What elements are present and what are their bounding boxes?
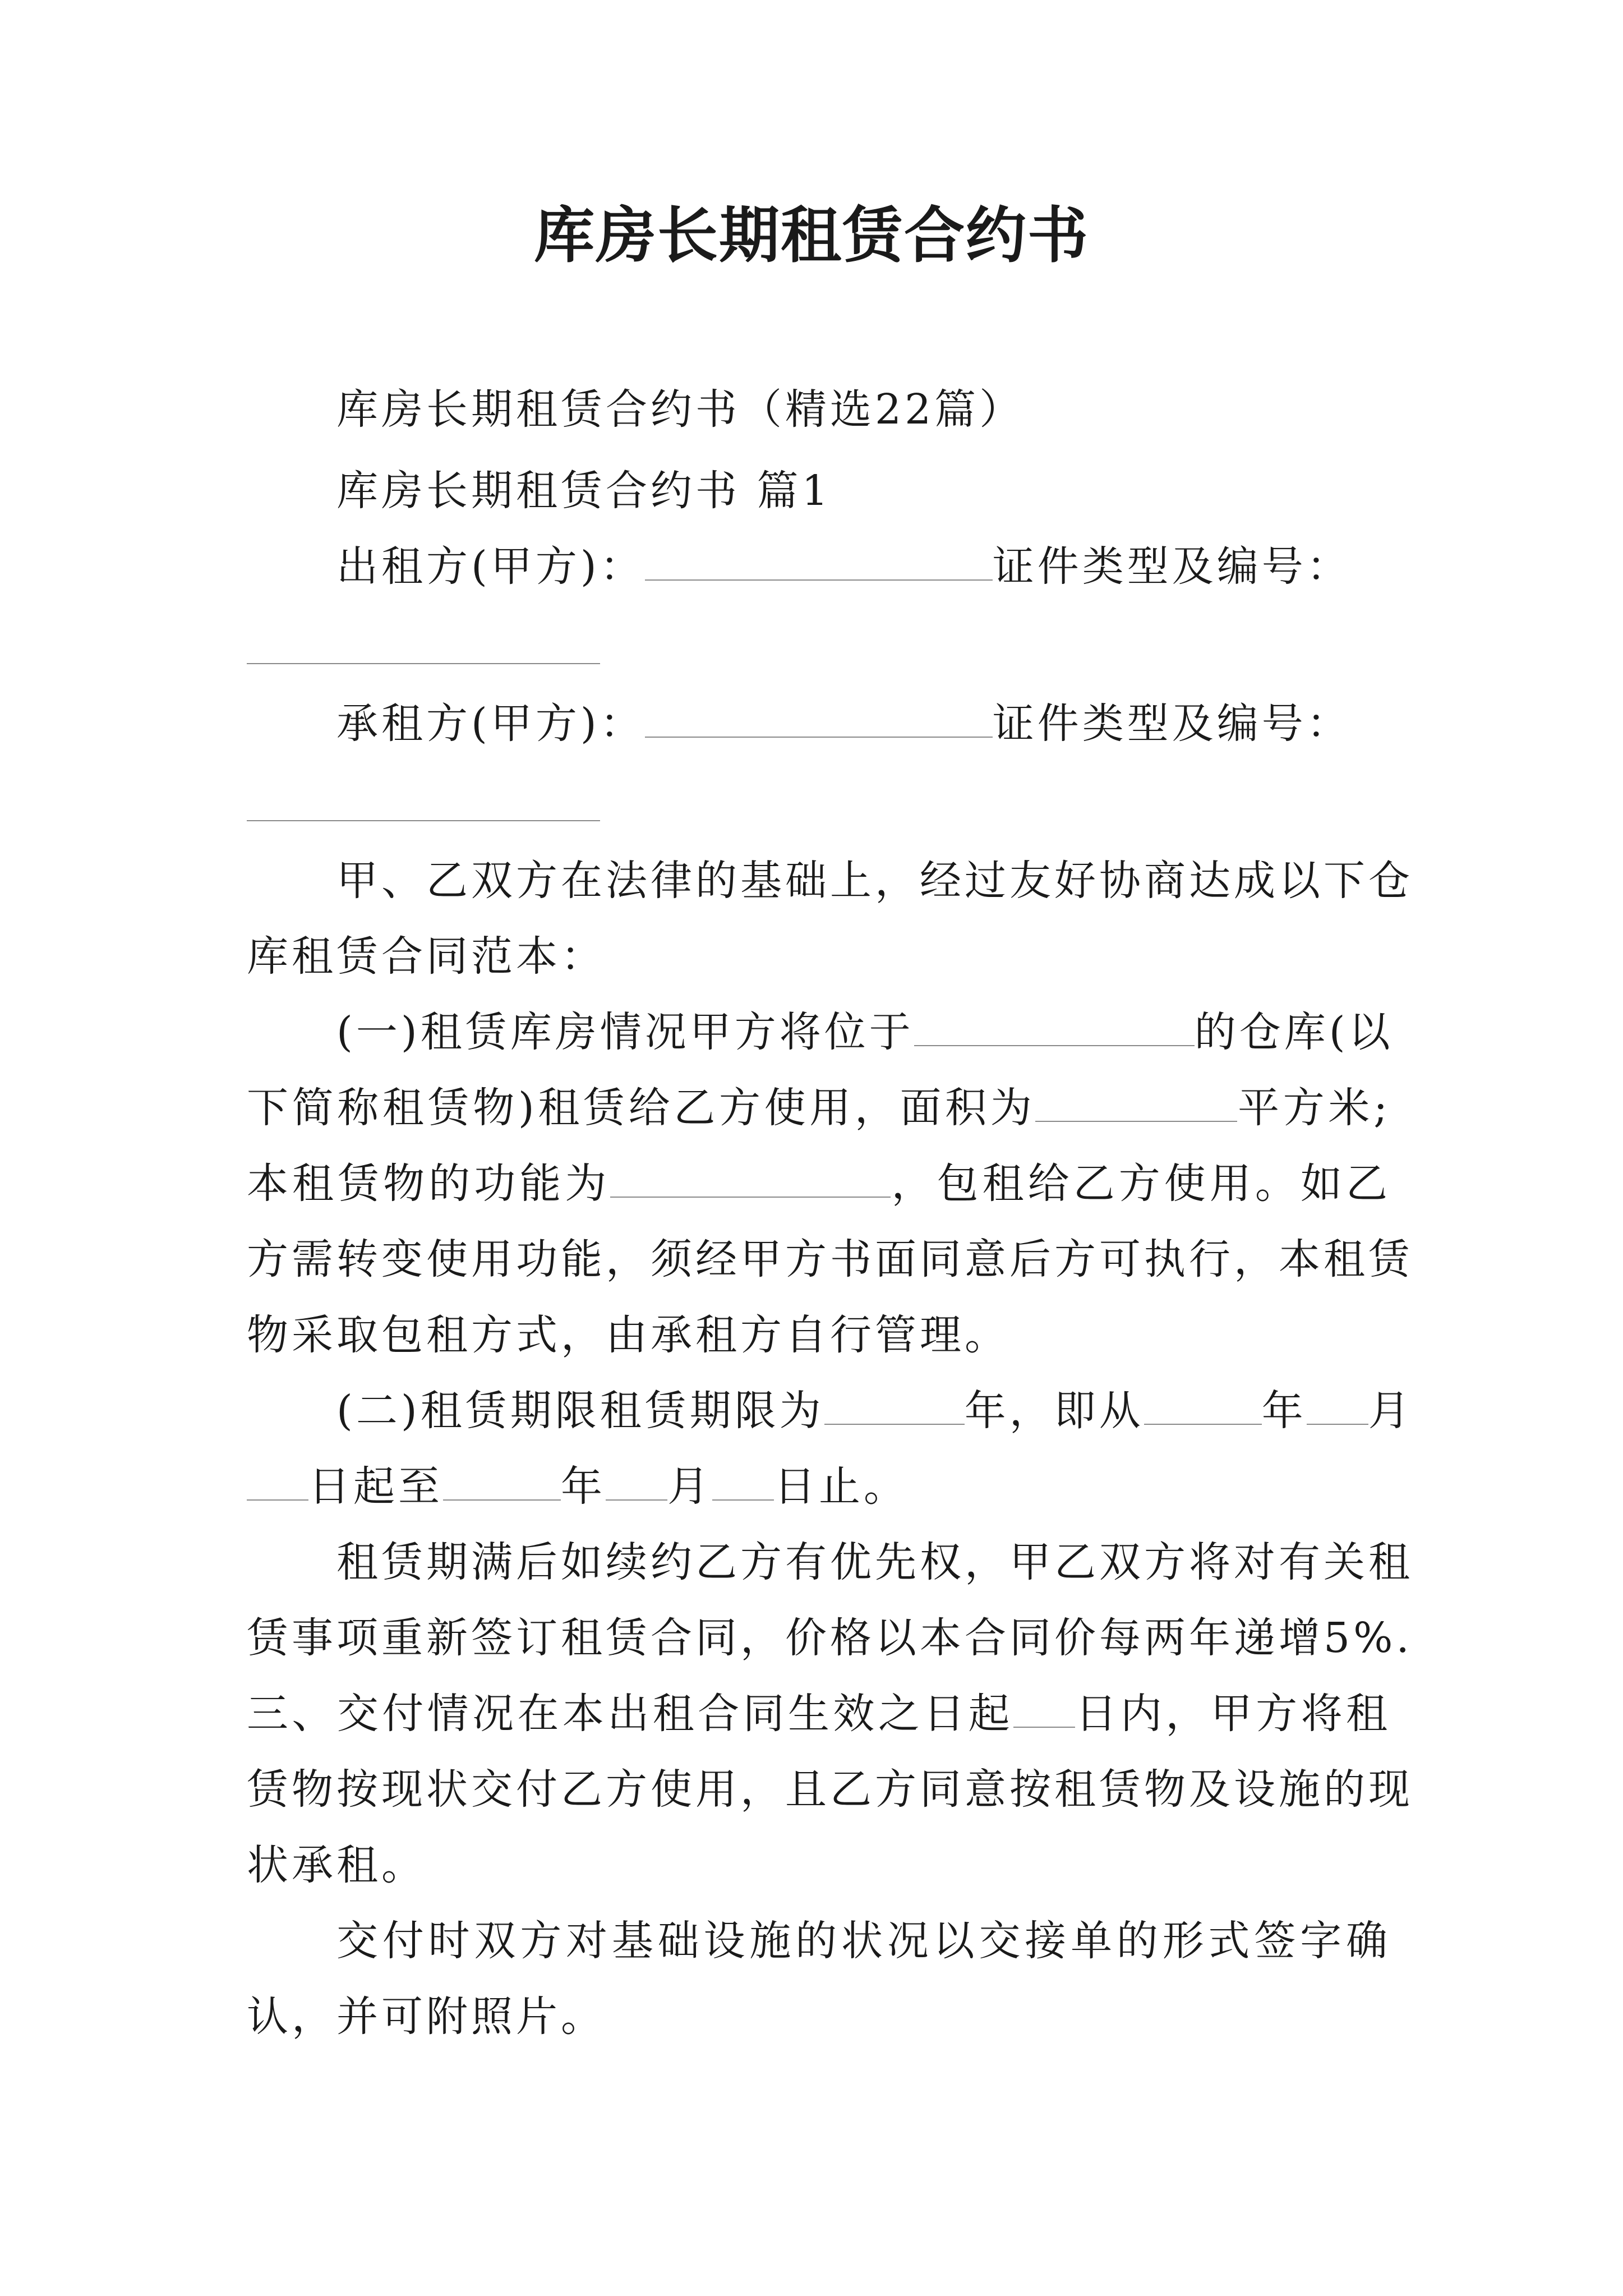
section2-line-2: [247, 1458, 1391, 1515]
function-blank: [610, 1157, 891, 1198]
section2-line-1: [336, 1383, 1413, 1439]
lessee-line: [336, 696, 1391, 752]
lessor-name-blank: [645, 540, 993, 581]
document-title: 库房长期租赁合约书: [533, 200, 1089, 271]
section2-text-2d: 日止。: [774, 1462, 909, 1511]
intro-line-2: 库租赁合同范本：: [247, 932, 606, 981]
lessee-id-blank: [247, 819, 600, 821]
lease-years-blank: [824, 1384, 965, 1425]
document-subtitle: 库房长期租赁合约书（精选22篇）: [336, 385, 1025, 434]
section1-text-1b: 的仓库(以: [1194, 1008, 1394, 1056]
lessor-line: [336, 539, 1391, 595]
section1-line-5: 物采取包租方式，由承租方自行管理。: [247, 1311, 1009, 1359]
section3-text-1b: 日内，甲方将租: [1075, 1690, 1391, 1738]
section3-line-1: [247, 1686, 1391, 1742]
end-month-blank: [606, 1460, 667, 1501]
section2-text-1d: 月: [1368, 1387, 1413, 1435]
lessee-id-label: 证件类型及编号：: [992, 700, 1352, 748]
section3-line-3: 状承租。: [247, 1841, 426, 1889]
section2-text-1b: 年，即从: [964, 1387, 1144, 1435]
delivery-line-1: 交付时双方对基础设施的状况以交接单的形式签字确: [336, 1917, 1391, 1965]
section2-text-1a: (二)租赁期限租赁期限为: [336, 1387, 824, 1435]
end-day-blank: [712, 1460, 774, 1501]
start-month-blank: [1307, 1384, 1368, 1425]
delivery-days-blank: [1013, 1687, 1075, 1728]
lessor-label: 出租方(甲方)：: [336, 542, 645, 591]
lessee-label: 承租方(甲方)：: [336, 700, 645, 748]
renewal-line-1: 租赁期满后如续约乙方有优先权，甲乙双方将对有关租: [336, 1538, 1413, 1586]
section1-text-3a: 本租赁物的功能为: [247, 1159, 611, 1208]
intro-line-1: 甲、乙双方在法律的基础上，经过友好协商达成以下仓: [336, 857, 1413, 905]
section1-line-4: 方需转变使用功能，须经甲方书面同意后方可执行，本租赁: [247, 1235, 1413, 1283]
section3-text-1a: 三、交付情况在本出租合同生效之日起: [247, 1690, 1014, 1738]
section1-line-3: [247, 1156, 1391, 1212]
section1-line-1: [336, 1004, 1394, 1060]
section1-line-2: [247, 1080, 1391, 1136]
section2-text-1c: 年: [1261, 1387, 1307, 1435]
end-year-blank: [443, 1460, 561, 1501]
section2-text-2b: 年: [561, 1462, 606, 1511]
lessor-id-label: 证件类型及编号：: [992, 542, 1352, 591]
section1-text-2a: 下简称租赁物)租赁给乙方使用，面积为: [247, 1084, 1036, 1132]
area-blank: [1035, 1082, 1237, 1122]
section1-text-2b: 平方米;: [1237, 1084, 1391, 1132]
lessee-name-blank: [645, 697, 993, 738]
chapter-heading: 库房长期租赁合约书 篇1: [336, 467, 832, 515]
location-blank: [914, 1006, 1195, 1046]
start-day-blank: [247, 1460, 308, 1501]
lessor-id-blank: [247, 662, 600, 664]
renewal-line-2: 赁事项重新签订租赁合同，价格以本合同价每两年递增5%.: [247, 1614, 1413, 1662]
start-year-blank: [1144, 1384, 1262, 1425]
delivery-line-2: 认，并可附照片。: [247, 1993, 606, 2041]
section1-text-1a: (一)租赁库房情况甲方将位于: [336, 1008, 914, 1056]
section1-text-3b: ，包租给乙方使用。如乙: [891, 1159, 1391, 1208]
section2-text-2c: 月: [667, 1462, 712, 1511]
section2-text-2a: 日起至: [308, 1462, 443, 1511]
section3-line-2: 赁物按现状交付乙方使用，且乙方同意按租赁物及设施的现: [247, 1765, 1413, 1814]
